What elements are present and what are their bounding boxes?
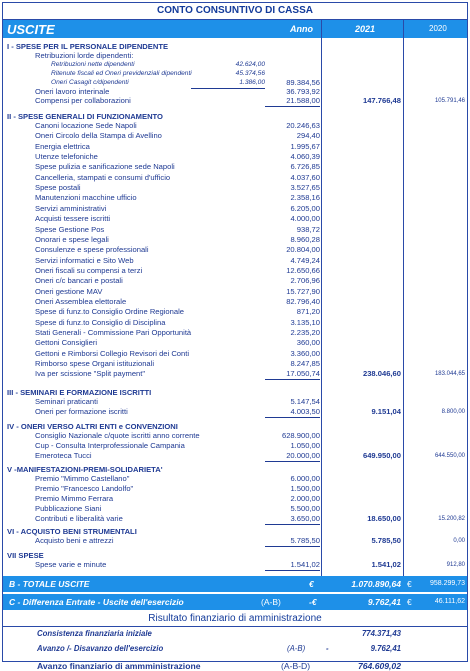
row-value: 2.706,96 [290,276,320,286]
table-row [3,359,467,369]
section-total: 147.766,48 [362,96,401,105]
row-value: 1.500,00 [290,484,320,493]
header-year-prev: 2020 [429,24,447,33]
currency-symbol: € [407,597,412,607]
table-row [3,131,467,141]
total-label: B - TOTALE USCITE [9,579,90,589]
section-title: III - SEMINARI E FORMAZIONE ISCRITTI [7,388,152,397]
difference-value: 9.762,41 [367,597,401,607]
row-value: 21.588,00 [265,96,320,107]
row-label: Retribuzioni nette dipendenti [51,61,135,68]
table-row [3,235,467,245]
row-value: 3.650,00 [265,514,320,525]
section-total: 649.950,00 [362,451,401,460]
row-label: Oneri fiscali su compensi a terzi [35,265,143,275]
currency-symbol: € [309,579,314,589]
prev-year-total: 15.200,82 [438,516,465,522]
currency-symbol: -€ [309,597,317,607]
row-value: 628.900,00 [281,431,320,440]
result-value: 764.609,02 [357,661,401,671]
difference-formula: (A-B) [261,597,281,607]
result-formula: (A-B) [287,644,306,653]
row-label: Cancelleria, stampati e consumi d'ufficio [35,172,171,182]
result-title: Risultato finanziario di amministrazione [148,613,322,624]
row-value: 20.804,00 [286,245,320,255]
divider [3,626,467,627]
currency-symbol: € [407,579,412,589]
row-value: 360,00 [296,338,320,348]
row-value: 20.246,63 [286,121,320,130]
row-label: Spese di funz.to Consiglio Ordine Regionale [35,307,185,317]
section-title: VII SPESE [7,551,44,560]
result-label: Avanzo /- Disavanzo dell'esercizio [37,644,164,653]
section-total: 238.046,60 [362,369,401,379]
row-value: 3.135,10 [290,317,320,327]
result-sign: - [326,644,329,653]
row-label: Rimborso spese Organi istituzionali [35,359,155,369]
row-label: Retribuzioni lorde dipendenti: [35,51,134,60]
row-label: Canoni locazione Sede Napoli [35,121,137,130]
prev-year-total: 912,80 [446,562,465,568]
row-value: 82.796,40 [286,296,320,306]
row-value: 3.527,65 [290,183,320,193]
row-value: 6.726,85 [290,162,320,172]
row-value: 4.037,60 [290,172,320,182]
table-row [3,494,467,504]
row-label: Seminari praticanti [35,397,98,406]
row-label: Oneri c/c bancari e postali [35,276,123,286]
table-row [3,96,467,106]
row-label: Utenze telefoniche [35,152,98,162]
result-label: Consistenza finanziaria iniziale [37,629,152,638]
row-value: 20.000,00 [265,451,320,462]
table-row [3,474,467,484]
table-row [3,245,467,255]
row-value: 5.500,00 [290,504,320,513]
row-label: Emeroteca Tucci [35,451,92,460]
section-title: IV - ONERI VERSO ALTRI ENTI e CONVENZIONI [7,422,178,431]
row-value: 4.000,00 [290,214,320,224]
row-label: Oneri Circolo della Stampa di Avellino [35,131,162,141]
header-uscite: USCITE [7,22,55,37]
row-value: 2.358,16 [290,193,320,203]
row-subvalue: 45.374,56 [235,70,265,77]
table-row [3,307,467,317]
row-label: Acquisto beni e attrezzi [35,536,114,545]
row-label: Servizi informatici e Sito Web [35,255,134,265]
row-value: 6.000,00 [290,474,320,483]
header-year-current: 2021 [355,24,376,34]
row-value: 871,20 [296,307,320,317]
row-value: 15.727,90 [286,286,320,296]
row-value: 8.247,85 [290,359,320,369]
row-label: Onorari e spese legali [35,234,109,244]
row-value: 4.003,50 [265,407,320,418]
difference-bar [3,594,467,610]
row-value: 5.147,54 [290,397,320,406]
table-row [3,297,467,307]
row-label: Manutenzioni macchine ufficio [35,193,137,203]
header-bar [3,20,467,38]
row-label: Spese Gestione Pos [35,224,105,234]
row-label: Premio "Francesco Landolfo" [35,484,134,493]
table-row [3,338,467,348]
row-value: 4.749,24 [290,255,320,265]
section-title: I - SPESE PER IL PERSONALE DIPENDENTE [7,42,169,51]
row-value: 3.360,00 [290,348,320,358]
table-row [3,318,467,328]
table-row [3,514,467,524]
table-row [3,276,467,286]
total-uscite-bar [3,576,467,592]
row-label: Pubblicazione Siani [35,504,102,513]
row-value: 12.650,66 [286,265,320,275]
section-title: VI - ACQUISTO BENI STRUMENTALI [7,527,137,536]
prev-year-total: 46.111,62 [434,598,465,605]
row-value: 4.060,39 [290,152,320,162]
row-label: Iva per scissione "Split payment" [35,369,146,379]
table-row [3,431,467,441]
total-value: 1.070.890,64 [351,579,401,589]
row-value: 5.785,50 [265,536,320,547]
table-row [3,451,467,461]
table-row [3,536,467,546]
table-row [3,183,467,193]
prev-year-total: 8.800,00 [441,409,465,415]
row-value: 6.205,00 [290,203,320,213]
row-label: Gettoni Consiglieri [35,338,98,348]
table-row [3,560,467,570]
section-total: 1.541,02 [371,560,401,569]
result-formula: (A-B-D) [281,661,311,671]
prev-year-total: 644.550,00 [434,453,465,459]
table-row [3,204,467,214]
row-label: Contributi e liberalità varie [35,514,123,523]
prev-year-total: 183.044,65 [434,371,465,378]
row-label: Premio "Mimmo Castellano" [35,474,130,483]
table-row [3,256,467,266]
row-label: Spese varie e minute [35,560,107,569]
section-total: 18.650,00 [367,514,401,523]
row-label: Spese pulizia e sanificazione sede Napoli [35,162,175,172]
result-value: 774.371,43 [361,629,401,638]
table-row [3,173,467,183]
row-label: Spese postali [35,183,81,193]
result-label: Avanzo finanziario di ammministrazione [37,661,201,671]
row-value: 938,72 [296,224,320,234]
row-value: 36.793,92 [286,87,320,96]
row-label: Ritenute fiscali ed Oneri previdenziali dipendenti [51,70,192,77]
row-label: Servizi amministrativi [35,203,107,213]
row-label: Consulenze e spese professionali [35,245,149,255]
section-total: 9.151,04 [371,407,401,416]
table-row [3,369,467,379]
page-title: CONTO CONSUNTIVO DI CASSA [3,3,467,20]
table-row [3,441,467,451]
row-label: Spese di funz.to Consiglio di Disciplina [35,317,166,327]
row-value: 17.050,74 [265,369,320,380]
table-row [3,407,467,417]
table-row [3,142,467,152]
row-label: Oneri lavoro interinale [35,87,110,96]
section-title: V -MANIFESTAZIONI-PREMI-SOLIDARIETA' [7,465,163,474]
row-subvalue: 42.624,00 [235,61,265,68]
row-value: 89.384,56 [286,78,320,87]
table-row [3,266,467,276]
table-row [3,225,467,235]
result-value: 9.762,41 [370,644,401,653]
statement-page [2,2,468,671]
table-row [3,397,467,407]
row-label: Stati Generali - Commissione Pari Opportunità [35,328,192,337]
table-row [3,504,467,514]
row-label: Acquisti tessere iscritti [35,214,111,224]
table-row [3,193,467,203]
row-label: Cup - Consulta Interprofessionale Campania [35,441,185,450]
row-label: Oneri gestione MAV [35,286,103,296]
prev-year-total: 0,00 [453,538,465,544]
row-label: Oneri Casagit c/dipendenti [51,79,129,86]
row-value: 1.995,67 [290,141,320,151]
row-label: Oneri Assemblea elettorale [35,296,127,306]
difference-label: C - Differenza Entrate - Uscite dell'esercizio [9,597,184,607]
table-row [3,214,467,224]
row-label: Consiglio Nazionale c/quote iscritti anno corrente [35,431,200,440]
table-row [3,152,467,162]
row-label: Gettoni e Rimborsi Collegio Revisori dei Conti [35,348,190,358]
prev-year-total: 105.791,46 [434,98,465,104]
row-value: 294,40 [296,131,320,141]
row-value: 1.541,02 [265,560,320,571]
prev-year-total: 958.299,73 [429,580,465,587]
table-row [3,162,467,172]
header-anno: Anno [290,24,313,34]
row-label: Premio Mimmo Ferrara [35,494,114,503]
table-row [3,349,467,359]
table-row [3,484,467,494]
table-row [3,121,467,131]
row-label: Oneri per formazione iscritti [35,407,128,416]
table-row [3,287,467,297]
row-value: 2.235,20 [290,328,320,337]
row-value: 1.050,00 [290,441,320,450]
row-value: 8.960,28 [290,234,320,244]
section-title: II - SPESE GENERALI DI FUNZIONAMENTO [7,112,163,121]
section-total: 5.785,50 [371,536,401,545]
row-subvalue: 1.386,00 [191,78,265,89]
table-row [3,328,467,338]
row-label: Energia elettrica [35,141,90,151]
row-value: 2.000,00 [290,494,320,503]
row-label: Compensi per collaborazioni [35,96,131,105]
